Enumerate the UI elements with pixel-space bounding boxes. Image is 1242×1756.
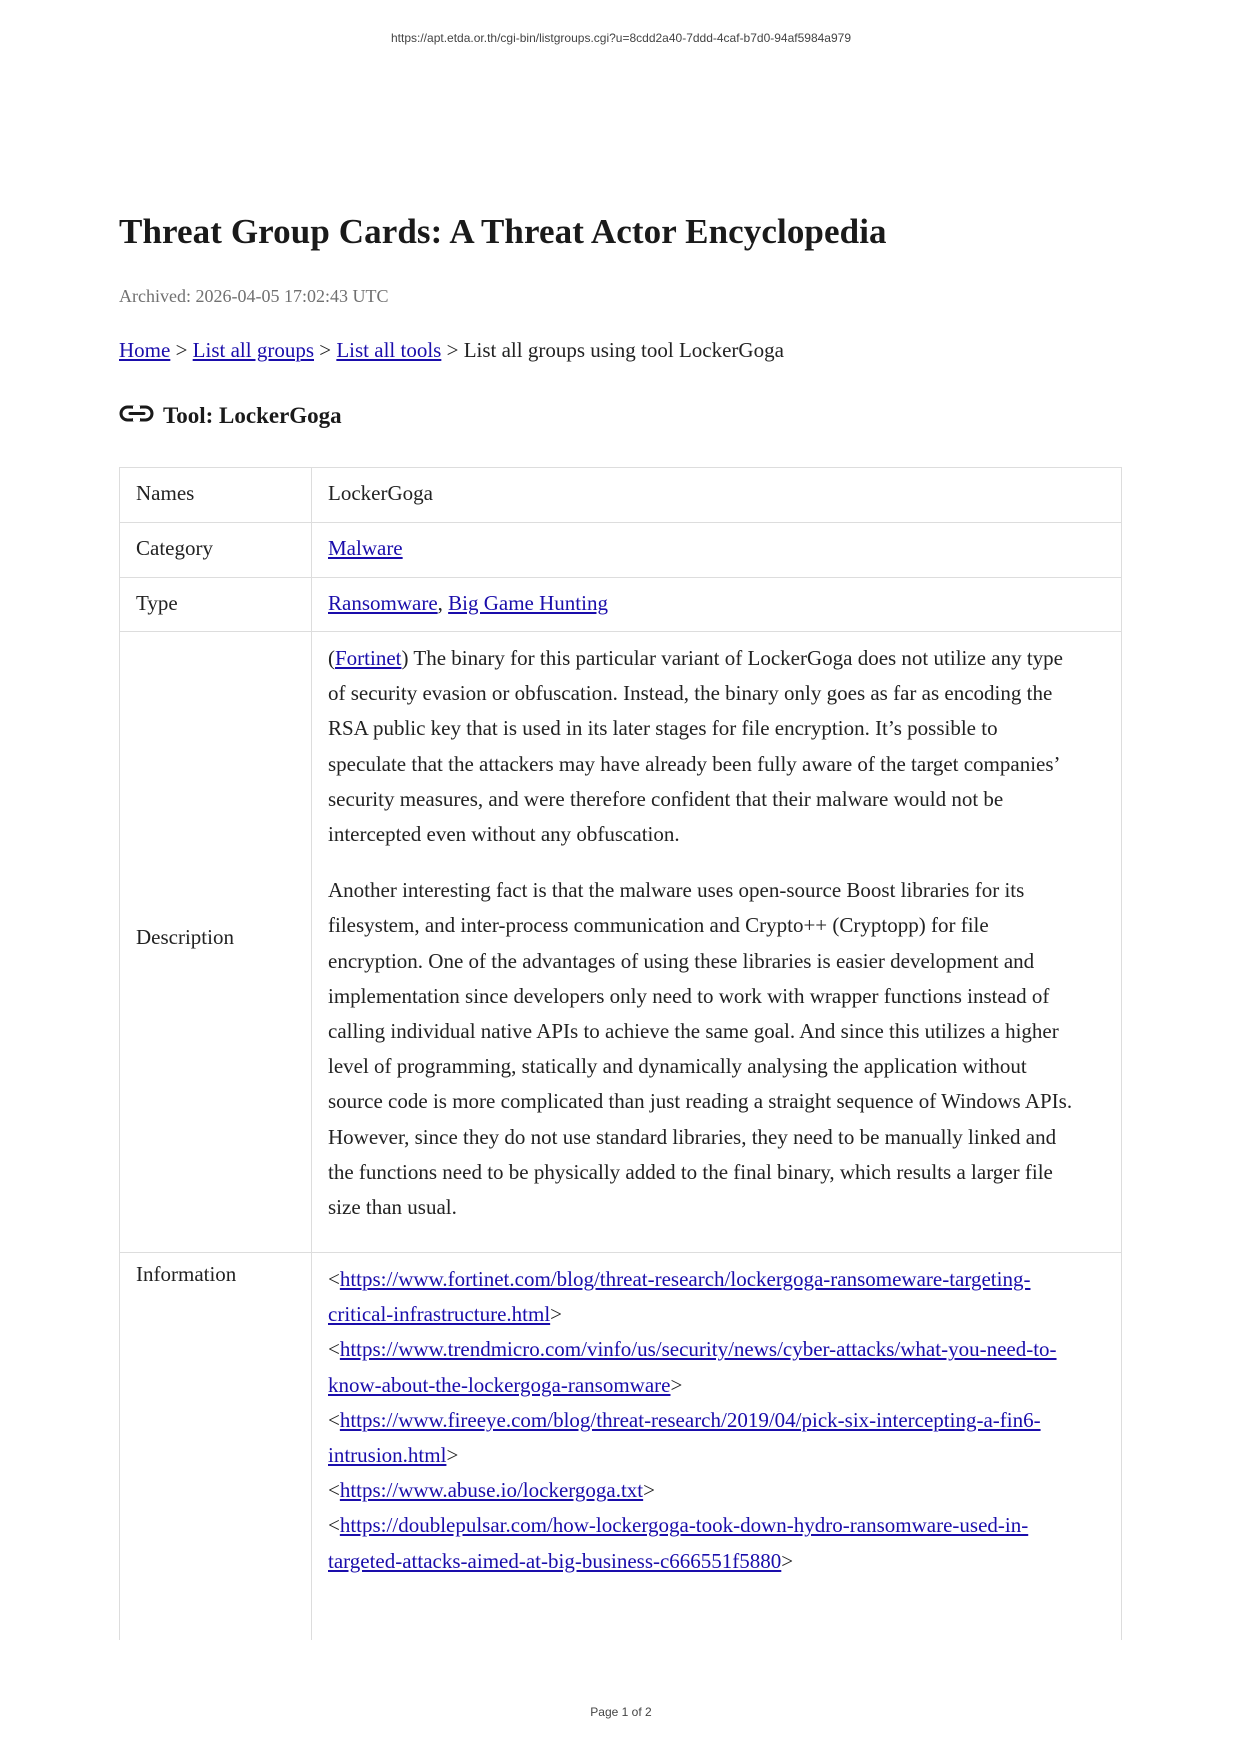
info-link-line: targeted-attacks-aimed-at-big-business-c666551f5880> bbox=[328, 1548, 794, 1573]
names-value: LockerGoga bbox=[328, 481, 433, 505]
print-url-header: https://apt.etda.or.th/cgi-bin/listgroups.cgi?u=8cdd2a40-7ddd-4caf-b7d0-94af5984a979 bbox=[391, 31, 851, 45]
info-link-doublepulsar-cont[interactable]: targeted-attacks-aimed-at-big-business-c666551f5880 bbox=[328, 1548, 782, 1573]
info-link-line: know-about-the-lockergoga-ransomware> bbox=[328, 1372, 683, 1397]
archived-timestamp: Archived: 2026-04-05 17:02:43 UTC bbox=[119, 286, 389, 306]
category-malware-link[interactable]: Malware bbox=[328, 536, 403, 560]
info-link-line: <https://doublepulsar.com/how-lockergoga-took-down-hydro-ransomware-used-in- bbox=[328, 1513, 1029, 1538]
info-link-line: <https://www.trendmicro.com/vinfo/us/security/news/cyber-attacks/what-you-need-to- bbox=[328, 1337, 1057, 1362]
breadcrumb bbox=[119, 338, 784, 363]
breadcrumb-current: List all groups using tool LockerGoga bbox=[463, 338, 784, 362]
fortinet-source-link[interactable]: Fortinet bbox=[335, 646, 402, 670]
type-separator: , bbox=[437, 591, 449, 615]
row-divider bbox=[120, 1252, 1121, 1253]
row-divider bbox=[120, 577, 1121, 578]
tool-heading bbox=[119, 398, 342, 428]
info-link-trendmicro[interactable]: https://www.trendmicro.com/vinfo/us/security/news/cyber-attacks/what-you-need-to- bbox=[339, 1337, 1057, 1362]
info-link-abuse[interactable]: https://www.abuse.io/lockergoga.txt bbox=[339, 1478, 644, 1503]
type-value bbox=[328, 591, 608, 616]
type-big-game-hunting-link[interactable]: Big Game Hunting bbox=[448, 591, 608, 615]
description-text bbox=[328, 641, 1113, 1225]
breadcrumb-groups-link[interactable]: List all groups bbox=[192, 338, 314, 362]
breadcrumb-home-link[interactable]: Home bbox=[119, 338, 171, 362]
names-label: Names bbox=[136, 481, 195, 505]
type-label: Type bbox=[136, 591, 178, 615]
description-paragraph: Another interesting fact is that the malware uses open-source Boost libraries for its filesystem, and inter-process communication and Crypto++ (Cryptopp) for file encryption. One of the advantages of using these libraries is easier development and implementation since developers only need to work with wrapper functions instead of calling individual native APIs to achieve the same goal. And since this utilizes a higher level of programming, statically and dynamically analysing the application without source code is more complicated than just reading a straight sequence of Windows APIs. However, since they do not use standard libraries, they need to be manually linked and the functions need to be physically added to the final binary, which results a larger file size than usual. bbox=[328, 878, 1073, 1220]
information-links bbox=[328, 1262, 1113, 1579]
page-title: Threat Group Cards: A Threat Actor Encyclopedia bbox=[119, 212, 887, 251]
info-link-fireeye-cont[interactable]: intrusion.html bbox=[328, 1443, 447, 1468]
category-label: Category bbox=[136, 536, 213, 560]
info-link-line: <https://www.fortinet.com/blog/threat-research/lockergoga-ransomeware-targeting- bbox=[328, 1267, 1031, 1291]
type-ransomware-link[interactable]: Ransomware bbox=[328, 591, 438, 615]
breadcrumb-tools-link[interactable]: List all tools bbox=[336, 338, 442, 362]
description-label: Description bbox=[136, 925, 234, 949]
breadcrumb-separator: > bbox=[170, 338, 193, 362]
tool-heading-text: Tool: LockerGoga bbox=[163, 403, 342, 428]
information-label: Information bbox=[136, 1262, 237, 1286]
info-link-doublepulsar[interactable]: https://doublepulsar.com/how-lockergoga-took-down-hydro-ransomware-used-in- bbox=[339, 1513, 1029, 1538]
info-link-trendmicro-cont[interactable]: know-about-the-lockergoga-ransomware bbox=[328, 1372, 671, 1397]
row-divider bbox=[120, 631, 1121, 632]
category-value bbox=[328, 536, 403, 561]
info-link-fortinet-cont[interactable]: critical-infrastructure.html bbox=[328, 1302, 551, 1327]
description-paragraph: (Fortinet) The binary for this particular variant of LockerGoga does not utilize any type of security evasion or obfuscation. Instead, the binary only goes as far as encoding the RSA public key that is used in its later stages for file encryption. It’s possible to speculate that the attackers may have already been fully aware of the target companies’ security measures, and were therefore confident that their malware would not be intercepted even without any obfuscation. bbox=[328, 646, 1063, 847]
link-icon bbox=[119, 404, 155, 424]
page-number-footer: Page 1 of 2 bbox=[590, 1705, 652, 1719]
tool-info-table bbox=[119, 467, 1122, 1640]
info-link-line: critical-infrastructure.html> bbox=[328, 1302, 562, 1327]
column-divider bbox=[311, 468, 312, 1640]
breadcrumb-separator: > bbox=[441, 338, 464, 362]
info-link-line: <https://www.abuse.io/lockergoga.txt> bbox=[328, 1478, 655, 1503]
info-link-fireeye[interactable]: https://www.fireeye.com/blog/threat-research/2019/04/pick-six-intercepting-a-fin6- bbox=[339, 1407, 1041, 1432]
info-link-fortinet[interactable]: https://www.fortinet.com/blog/threat-research/lockergoga-ransomeware-targeting- bbox=[339, 1267, 1031, 1291]
breadcrumb-separator: > bbox=[314, 338, 337, 362]
info-link-line: intrusion.html> bbox=[328, 1443, 459, 1468]
row-divider bbox=[120, 522, 1121, 523]
info-link-line: <https://www.fireeye.com/blog/threat-research/2019/04/pick-six-intercepting-a-fin6- bbox=[328, 1407, 1041, 1432]
